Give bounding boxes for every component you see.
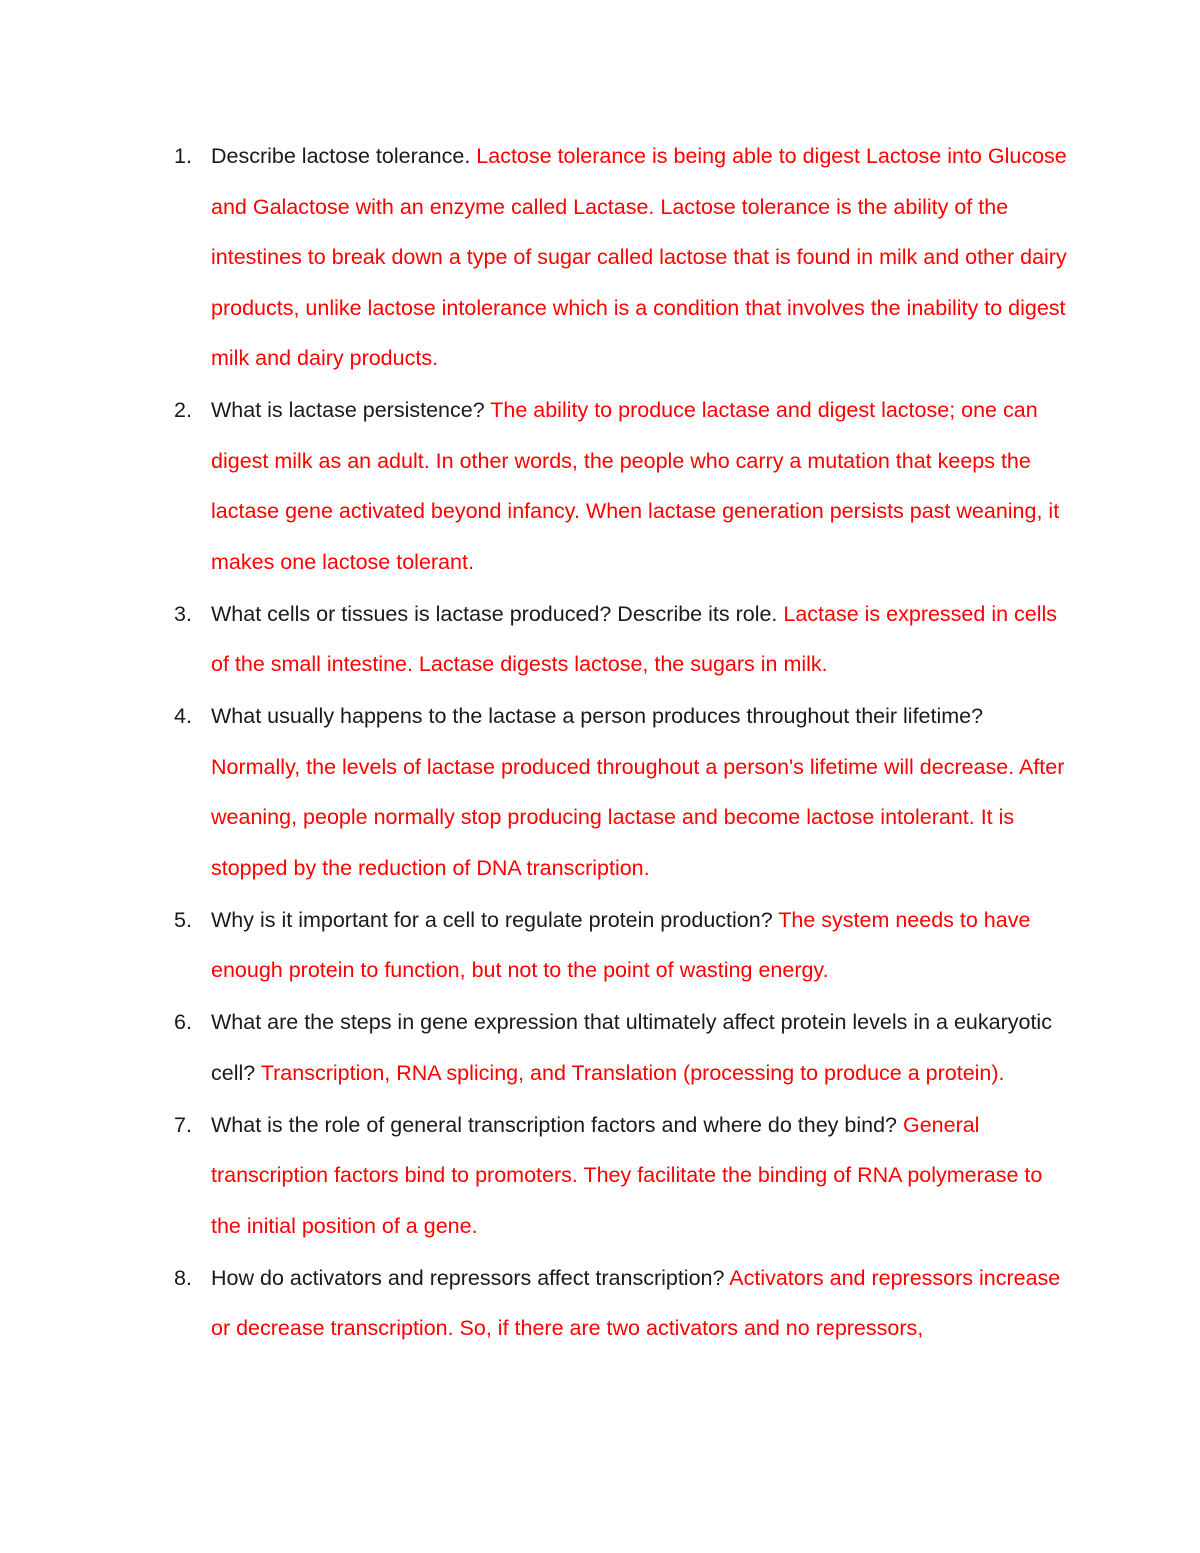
answer-text: The system needs to have enough protein to function, but not to the point of wasting energy. <box>211 907 1031 982</box>
answer-text: Activators and repressors increase or decrease transcription. So, if there are two activators and no repressors, <box>211 1265 1061 1340</box>
list-item <box>0 131 1071 384</box>
answer-text: The ability to produce lactase and digest lactose; one can digest milk as an adult. In other words, the people who carry a mutation that keeps the lactase gene activated beyond infancy. When lactase generation persists past weaning, it makes one lactose tolerant. <box>211 398 1060 574</box>
question-text: What cells or tissues is lactase produced? Describe its role. <box>211 601 784 626</box>
answer-text: Lactase is expressed in cells of the small intestine. Lactase digests lactose, the sugars in milk. <box>211 601 1058 676</box>
question-text: What is lactase persistence? <box>211 398 491 422</box>
list-item <box>0 589 1071 690</box>
answer-text: Normally, the levels of lactase produced throughout a person's lifetime will decrease. After weaning, people normally stop producing lactase and become lactose intolerant. It is stopped by the reduction of DNA transcription. <box>211 754 1065 880</box>
item-number: 4. <box>174 704 192 728</box>
answer-text: Lactose tolerance is being able to digest Lactose into Glucose and Galactose with an enzyme called Lactase. Lactose tolerance is the ability of the intestines to break down a type of sugar called lactose that is found in milk and other dairy products, unlike lactose intolerance which is a condition that involves the inability to digest milk and dairy products. <box>211 144 1067 370</box>
question-text: What usually happens to the lactase a person produces throughout their lifetime? <box>211 704 984 728</box>
list-item <box>0 691 1071 893</box>
list-item <box>0 895 1071 996</box>
list-item <box>0 997 1071 1098</box>
list-item <box>0 385 1071 587</box>
item-number: 7. <box>174 1112 192 1137</box>
item-number: 6. <box>174 1010 192 1034</box>
question-answer-list <box>0 131 1200 1355</box>
answer-text: Transcription, RNA splicing, and Translation (processing to produce a protein). <box>260 1060 1005 1085</box>
item-number: 8. <box>174 1265 192 1290</box>
question-text: How do activators and repressors affect transcription? <box>211 1265 730 1290</box>
question-text: Why is it important for a cell to regulate protein production? <box>211 907 779 932</box>
question-text: What is the role of general transcription factors and where do they bind? <box>211 1112 903 1137</box>
item-number: 3. <box>174 601 192 626</box>
answer-text: General transcription factors bind to promoters. They facilitate the binding of RNA polymerase to the initial position of a gene. <box>211 1112 1043 1238</box>
item-number: 5. <box>174 907 192 932</box>
item-number: 2. <box>174 398 192 422</box>
question-text: What are the steps in gene expression that ultimately affect protein levels in a eukaryotic cell? <box>211 1010 1052 1085</box>
question-text: Describe lactose tolerance. <box>211 144 477 168</box>
list-item <box>0 1253 1071 1354</box>
list-item <box>0 1100 1071 1252</box>
item-number: 1. <box>174 144 192 168</box>
